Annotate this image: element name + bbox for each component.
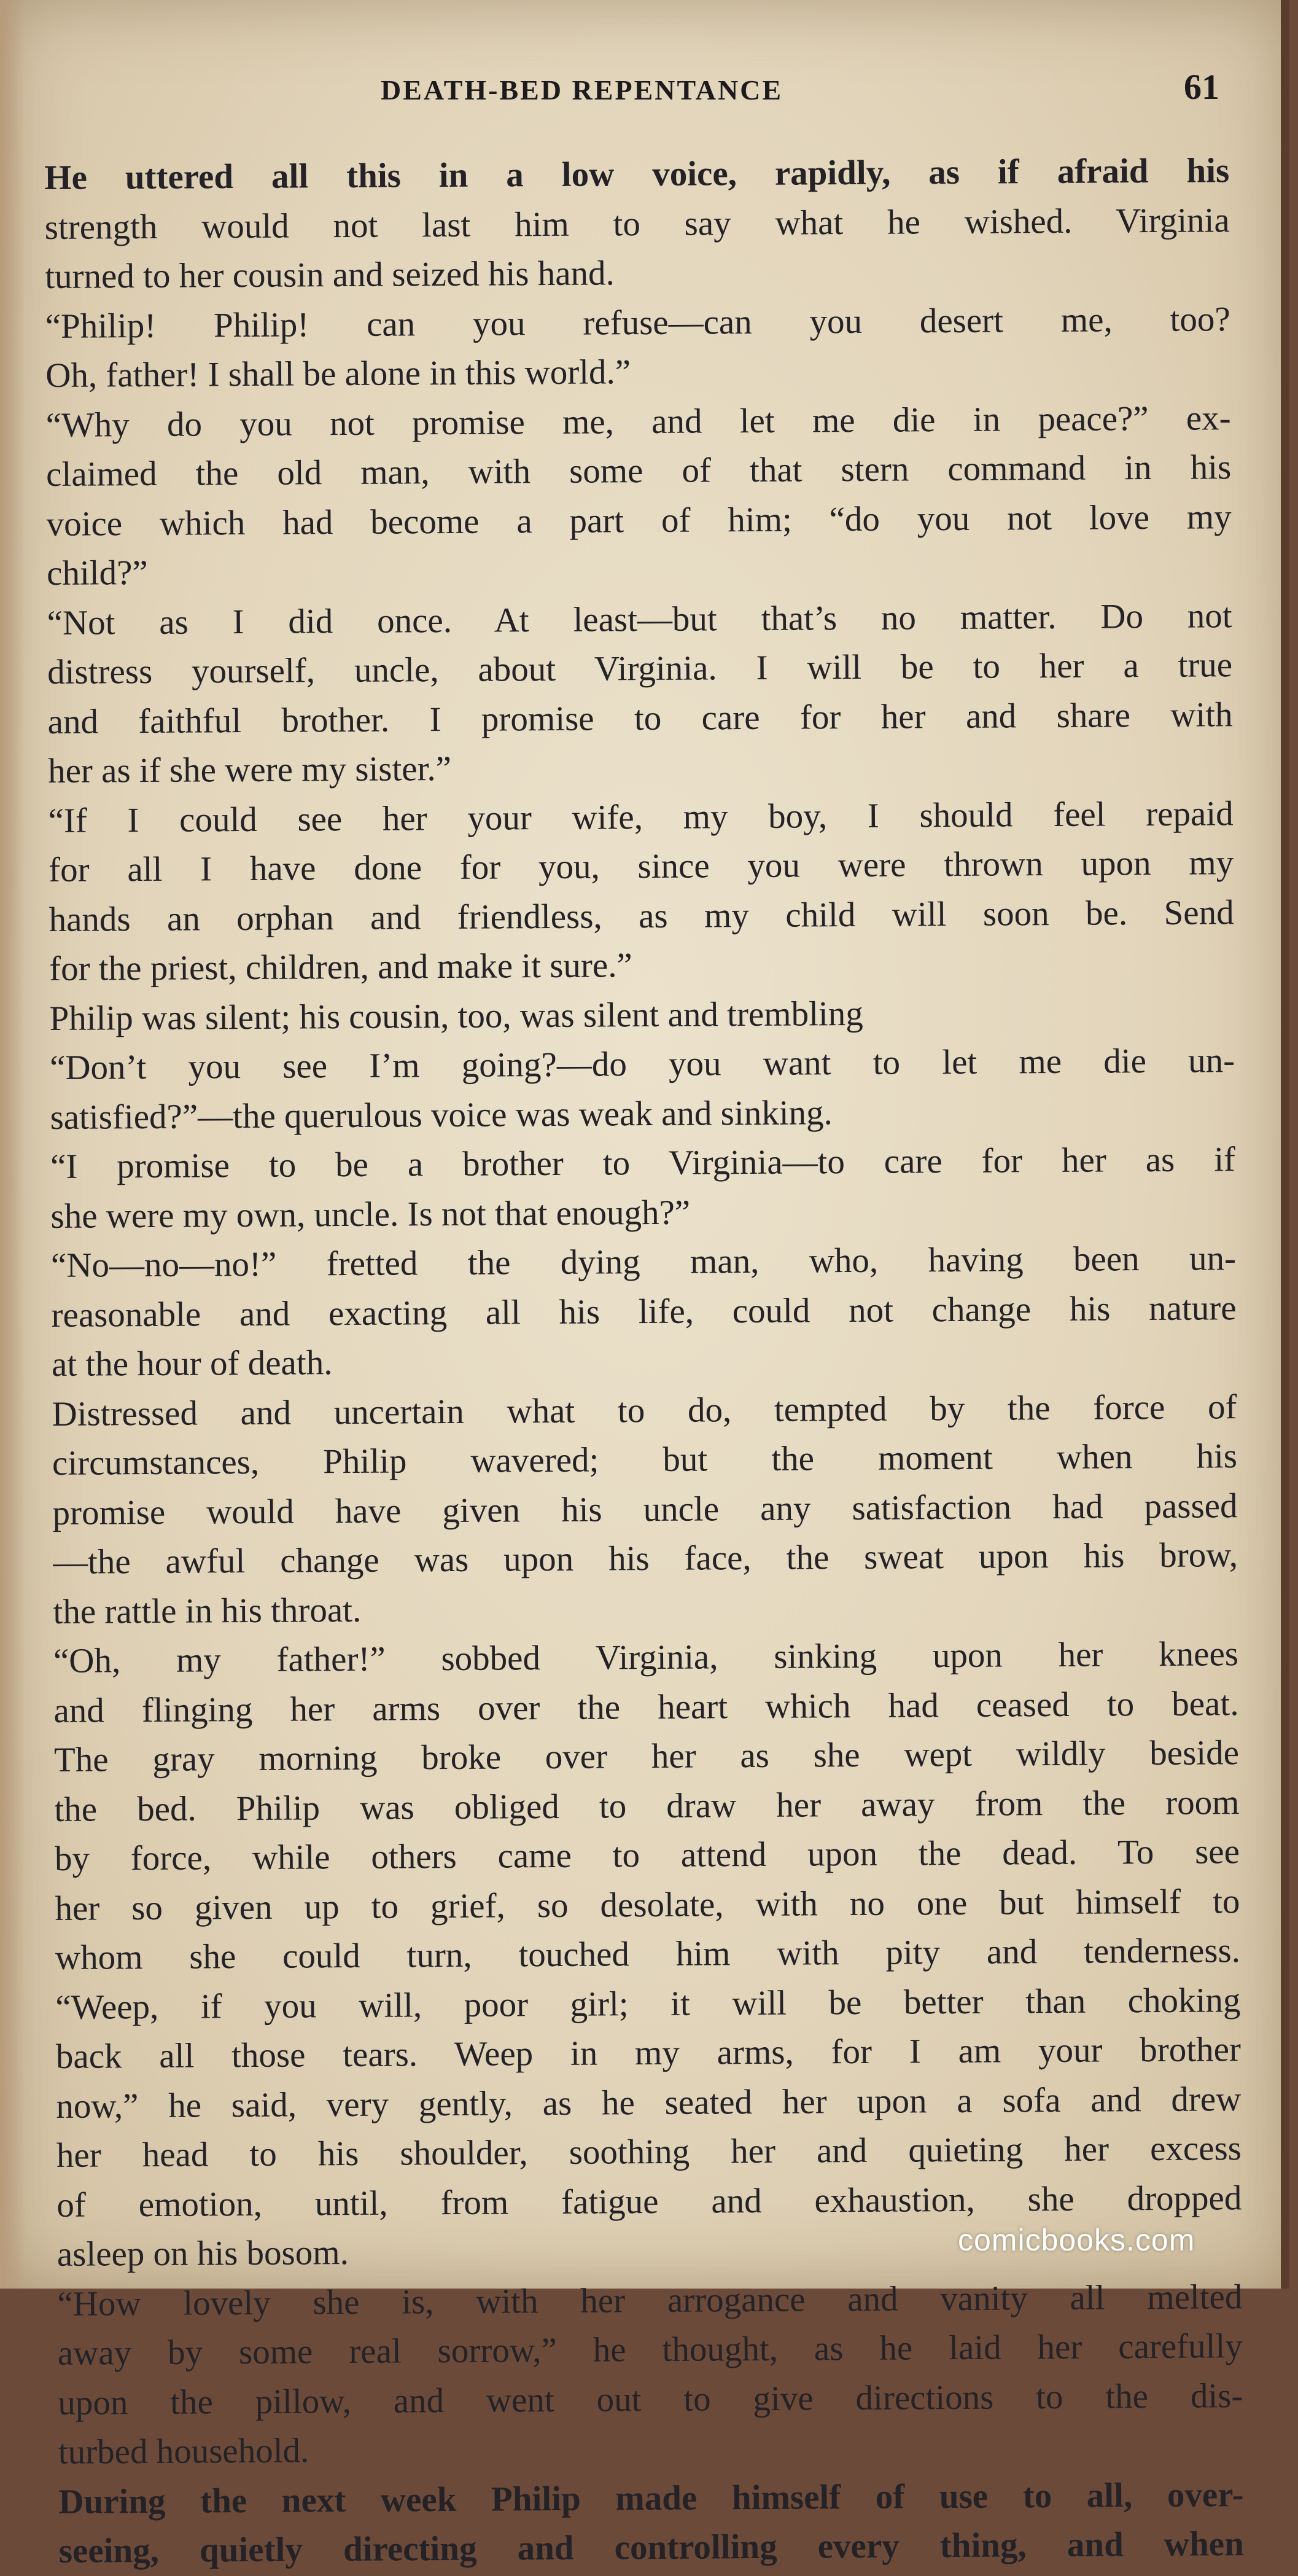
text-line: for all I have done for you, since you were thrown upon my	[48, 843, 1234, 889]
text-line: “Philip! Philip! can you refuse—can you desert me, too?	[45, 299, 1230, 346]
text-line: satisfied?”—the querulous voice was weak and sinking.	[50, 1093, 833, 1137]
text-line: and faithful brother. I promise to care for her and share with	[47, 695, 1233, 741]
text-line: her as if she were my sister.”	[47, 749, 452, 790]
text-line: the bed. Philip was obliged to draw her away from the room	[54, 1782, 1240, 1829]
text-line: back all those tears. Weep in my arms, for I am your brother	[55, 2030, 1242, 2076]
text-line: —the awful change was upon his face, the sweat upon his brow,	[52, 1536, 1238, 1582]
text-line: He uttered all this in a low voice, rapidly, as if afraid his	[44, 151, 1230, 197]
text-line: strength would not last him to say what he wished. Virginia	[44, 200, 1230, 247]
text-line: for the priest, children, and make it sure.”	[49, 946, 632, 988]
text-line: “Oh, my father!” sobbed Virginia, sinking upon her knees	[53, 1634, 1239, 1680]
text-line: circumstances, Philip wavered; but the moment when his	[52, 1437, 1238, 1483]
text-line: The gray morning broke over her as she wept wildly beside	[53, 1733, 1240, 1779]
text-line: Philip was silent; his cousin, too, was silent and trembling	[49, 994, 863, 1038]
text-line: “Not as I did once. At least—but that’s no matter. Do not	[47, 596, 1232, 642]
page-edge-background	[1281, 0, 1289, 2289]
running-head: DEATH-BED REPENTANCE	[381, 74, 783, 106]
text-line: away by some real sorrow,” he thought, as he laid her carefully	[57, 2327, 1243, 2373]
text-line: “If I could see her your wife, my boy, I should feel repaid	[48, 794, 1234, 840]
text-line: she were my own, uncle. Is not that enough?”	[50, 1193, 691, 1236]
text-line: “No—no—no!” fretted the dying man, who, having been un-	[50, 1239, 1237, 1285]
text-line: “How lovely she is, with her arrogance and vanity all melted	[57, 2277, 1243, 2324]
text-line: turbed household.	[58, 2431, 309, 2472]
page-number: 61	[1184, 67, 1219, 107]
text-line: “Weep, if you will, poor girl; it will be better than choking	[55, 1980, 1241, 2027]
text-line: voice which had become a part of him; “do you not love my	[46, 497, 1232, 544]
text-line: “Why do you not promise me, and let me die in peace?” ex-	[45, 398, 1231, 445]
page-gutter-shadow	[0, 0, 25, 2289]
page-header	[0, 61, 1298, 111]
text-line: reasonable and exacting all his life, could not change his nature	[51, 1288, 1237, 1335]
text-line: upon the pillow, and went out to give directions to the dis-	[58, 2376, 1243, 2422]
text-line: of emotion, until, from fatigue and exhaustion, she dropped	[56, 2178, 1242, 2225]
text-line: her head to his shoulder, soothing her and quieting her excess	[56, 2129, 1242, 2175]
text-line: claimed the old man, with some of that stern command in his	[45, 448, 1232, 494]
text-line: Distressed and uncertain what to do, tempted by the force of	[52, 1387, 1237, 1434]
text-line: asleep on his bosom.	[56, 2233, 349, 2274]
text-line: by force, while others came to attend upon the dead. To see	[54, 1832, 1240, 1878]
text-line: seeing, quietly directing and controlling every thing, and when	[58, 2524, 1245, 2570]
text-line: hands an orphan and friendless, as my child will soon be. Send	[49, 892, 1234, 939]
text-line: distress yourself, uncle, about Virginia. I will be to her a true	[47, 646, 1233, 692]
text-line: During the next week Philip made himself of use to all, over-	[58, 2475, 1244, 2521]
text-line: “Don’t you see I’m going?—do you want to let me die un-	[49, 1041, 1235, 1087]
text-line: now,” he said, very gently, as he seated her upon a sofa and drew	[56, 2079, 1242, 2126]
text-line: “I promise to be a brother to Virginia—to care for her as if	[50, 1140, 1236, 1186]
text-line: child?”	[46, 553, 148, 593]
text-line: promise would have given his uncle any satisfaction had passed	[52, 1486, 1238, 1532]
text-line: and flinging her arms over the heart which had ceased to beat.	[53, 1684, 1239, 1730]
text-line: whom she could turn, touched him with pity and tenderness.	[55, 1931, 1241, 1977]
text-line: turned to her cousin and seized his hand.	[45, 254, 615, 296]
text-line: Oh, father! I shall be alone in this world.”	[45, 353, 631, 395]
text-line: her so given up to grief, so desolate, with no one but himself to	[55, 1881, 1240, 1928]
watermark: comicbooks.com	[958, 2223, 1195, 2257]
body-text	[44, 146, 1244, 2576]
text-line: the rattle in his throat.	[53, 1590, 362, 1631]
text-line: at the hour of death.	[51, 1343, 333, 1384]
